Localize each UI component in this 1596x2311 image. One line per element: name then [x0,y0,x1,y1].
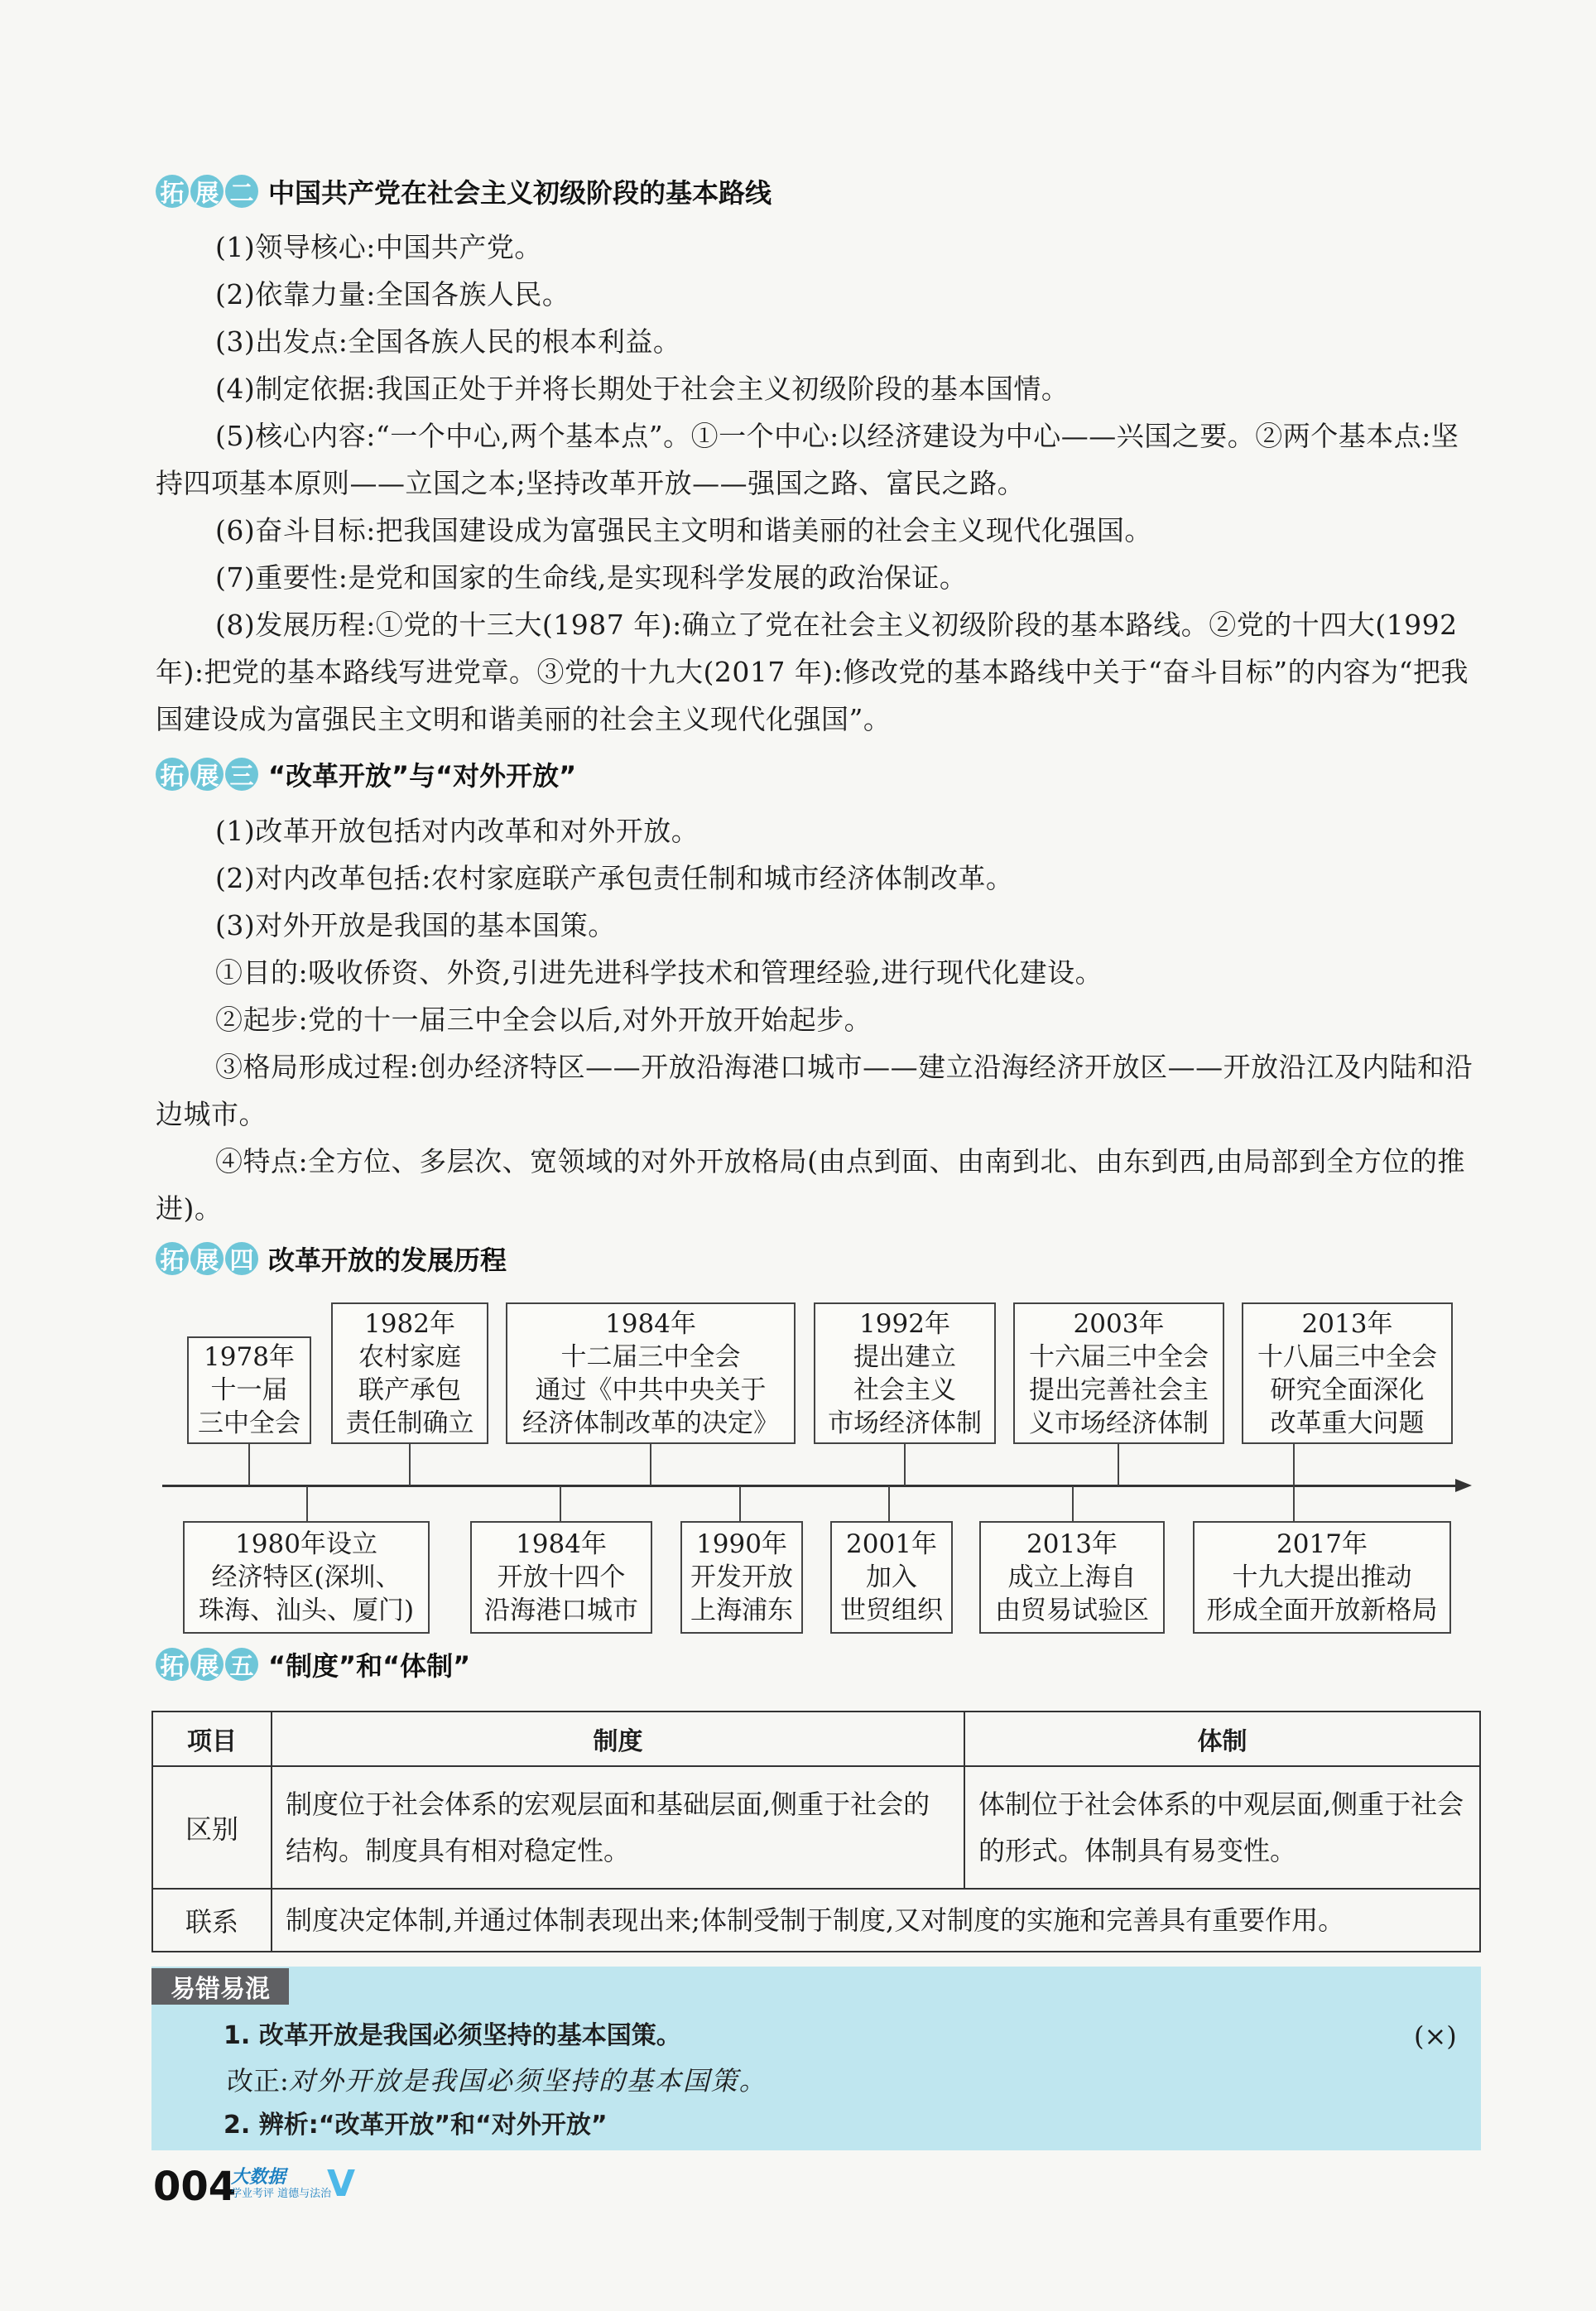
event-line: 经济体制改革的决定》 [522,1408,779,1438]
timeline-event-bottom [680,1521,803,1634]
event-line: 珠海、汕头、厦门) [198,1596,415,1625]
brand-logo [228,2163,368,2203]
table-row [152,1766,1480,1889]
event-line: 1984年 [516,1529,607,1559]
paragraph: ②起步:党的十一届三中全会以后,对外开放开始起步。 [215,1004,873,1036]
event-line: 研究全面深化 [1270,1375,1425,1405]
badge-char: 展 [190,758,224,791]
event-line: 十二届三中全会 [560,1341,741,1372]
section-title: 中国共产党在社会主义初级阶段的基本路线 [268,177,772,209]
brand-v-icon: V [327,2163,356,2205]
connector-line [560,1486,561,1521]
event-line: 十一届 [210,1375,288,1405]
event-line: 世贸组织 [840,1596,943,1625]
row-label: 区别 [152,1766,272,1889]
table-header: 项目 [152,1712,272,1766]
mistake-tag: 易错易混 [151,1968,289,2005]
timeline-event-top [187,1336,311,1444]
section-title: “改革开放”与“对外开放” [268,760,577,792]
page-number: 004 [153,2164,237,2210]
event-line: 联产承包 [358,1375,461,1405]
section-badge [156,1646,260,1683]
event-line: 通过《中共中央关于 [535,1375,767,1405]
connector-line [739,1486,741,1521]
section-4-heading [156,1238,507,1279]
correction-line [227,2060,767,2102]
paragraph: ④特点:全方位、多层次、宽领域的对外开放格局(由点到面、由南到北、由东到西,由局部到全方位的推进)。 [156,1145,1465,1225]
comparison-table [151,1711,1481,1952]
brand-main: 大数据 [231,2167,286,2188]
event-line: 开放十四个 [497,1562,626,1592]
table-cell: 制度决定体制,并通过体制表现出来;体制受制于制度,又对制度的实施和完善具有重要作用。 [272,1889,1480,1952]
timeline-event-top [506,1302,796,1444]
section-title: 改革开放的发展历程 [268,1245,507,1276]
timeline-event-top [1013,1302,1224,1444]
timeline-event-bottom [183,1521,430,1634]
timeline-event-bottom [1193,1521,1451,1634]
paragraph: (8)发展历程:①党的十三大(1987 年):确立了党在社会主义初级阶段的基本路线。②党的十四大(1992 年):把党的基本路线写进党章。③党的十九大(2017 年):修改党的基本路线中关于“奋斗目标”的内容为“把我国建设成为富强民主文明和谐美丽的社会主义现代化强国”。 [156,609,1469,735]
connector-line [409,1444,411,1485]
badge-char: 展 [190,1242,224,1275]
badge-char: 五 [225,1648,258,1681]
correction-label: 改正: [227,2065,289,2097]
row-label: 联系 [152,1889,272,1952]
event-line: 成立上海自 [1007,1562,1137,1592]
event-line: 提出建立 [853,1341,956,1372]
event-line: 市场经济体制 [828,1408,982,1438]
event-line: 十八届三中全会 [1257,1341,1437,1372]
paragraph: (5)核心内容:“一个中心,两个基本点”。①一个中心:以经济建设为中心——兴国之要。②两个基本点:坚持四项基本原则——立国之本;坚持改革开放——强国之路、富民之路。 [156,420,1459,499]
connector-line [650,1444,651,1485]
paragraph: (4)制定依据:我国正处于并将长期处于社会主义初级阶段的基本国情。 [215,373,1070,405]
event-line: 开发开放 [690,1562,793,1592]
mistake-question: 1. 改革开放是我国必须坚持的基本国策。 [224,2021,681,2050]
section-3-heading [156,753,576,795]
timeline-axis [162,1485,1459,1487]
section-badge [156,1240,260,1277]
section-5-heading [156,1644,470,1685]
event-line: 上海浦东 [690,1596,793,1625]
table-row [152,1889,1480,1952]
event-line: 改革重大问题 [1270,1408,1425,1438]
paragraph: (7)重要性:是党和国家的生命线,是实现科学发展的政治保证。 [215,561,968,594]
timeline-event-top [331,1302,488,1444]
connector-line [248,1444,250,1485]
paragraph: ③格局形成过程:创办经济特区——开放沿海港口城市——建立沿海经济开放区——开放沿江及内陆和沿边城市。 [156,1051,1473,1130]
connector-line [904,1444,906,1485]
event-line: 三中全会 [198,1408,300,1438]
badge-char: 展 [190,175,224,208]
event-line: 1978年 [204,1342,295,1372]
badge-char: 三 [225,758,258,791]
table-cell: 体制位于社会体系的中观层面,侧重于社会的形式。体制具有易变性。 [964,1766,1480,1889]
event-line: 经济特区(深圳、 [211,1562,401,1592]
event-line: 沿海港口城市 [484,1596,638,1625]
paragraph: (1)改革开放包括对内改革和对外开放。 [215,815,699,847]
badge-char: 二 [225,175,258,208]
connector-line [1293,1486,1295,1521]
paragraph: (2)依靠力量:全国各族人民。 [215,278,570,311]
brand-sub: 学业考评 道德与法治 [231,2188,332,2200]
event-line: 提出完善社会主 [1029,1375,1209,1405]
connector-line [1118,1444,1119,1485]
paragraph: (1)领导核心:中国共产党。 [215,231,542,263]
event-line: 社会主义 [853,1375,956,1405]
paragraph: (3)对外开放是我国的基本国策。 [215,909,616,941]
event-line: 义市场经济体制 [1029,1408,1209,1438]
event-line: 2001年 [846,1529,937,1559]
badge-char: 展 [190,1648,224,1681]
event-line: 十九大提出推动 [1232,1562,1412,1592]
correction-text: 对外开放是我国必须坚持的基本国策。 [288,2065,767,2097]
badge-char: 拓 [156,1648,189,1681]
section-badge [156,756,260,792]
timeline-event-bottom [979,1521,1165,1634]
timeline-arrow-icon [1455,1479,1472,1492]
paragraph: (6)奋斗目标:把我国建设成为富强民主文明和谐美丽的社会主义现代化强国。 [215,514,1152,546]
table-header: 体制 [964,1712,1480,1766]
event-line: 十六届三中全会 [1029,1341,1209,1372]
event-line: 1982年 [364,1308,455,1339]
connector-line [306,1486,308,1521]
paragraph: ①目的:吸收侨资、外资,引进先进科学技术和管理经验,进行现代化建设。 [215,956,1103,989]
event-line: 1992年 [859,1308,950,1339]
event-line: 1990年 [696,1529,787,1559]
table-cell: 制度位于社会体系的宏观层面和基础层面,侧重于社会的结构。制度具有相对稳定性。 [272,1766,964,1889]
connector-line [1293,1444,1295,1485]
badge-char: 拓 [156,758,189,791]
event-line: 2013年 [1301,1308,1393,1339]
event-line: 1984年 [605,1308,696,1339]
event-line: 形成全面开放新格局 [1206,1596,1438,1625]
section-title: “制度”和“体制” [268,1650,471,1682]
table-header: 制度 [272,1712,964,1766]
badge-char: 拓 [156,175,189,208]
section-badge [156,173,260,209]
mistake-mark: (×) [1414,2020,1457,2052]
event-line: 由贸易试验区 [995,1596,1149,1625]
section-2-heading [156,171,772,212]
event-line: 2013年 [1026,1529,1118,1559]
timeline-event-bottom [830,1521,953,1634]
connector-line [1072,1486,1074,1521]
table-header-row [152,1712,1480,1766]
event-line: 2003年 [1073,1308,1165,1339]
event-line: 1980年设立 [235,1529,377,1559]
event-line: 责任制确立 [345,1408,474,1438]
badge-char: 四 [225,1242,258,1275]
event-line: 2017年 [1276,1529,1368,1559]
connector-line [888,1486,890,1521]
mistake-question: 2. 辨析:“改革开放”和“对外开放” [224,2111,608,2140]
timeline-event-top [1242,1302,1453,1444]
badge-char: 拓 [156,1242,189,1275]
event-line: 加入 [866,1562,917,1592]
paragraph: (2)对内改革包括:农村家庭联产承包责任制和城市经济体制改革。 [215,862,1014,894]
timeline-event-bottom [470,1521,652,1634]
timeline-event-top [814,1302,996,1444]
event-line: 农村家庭 [358,1341,461,1372]
paragraph: (3)出发点:全国各族人民的根本利益。 [215,325,681,358]
